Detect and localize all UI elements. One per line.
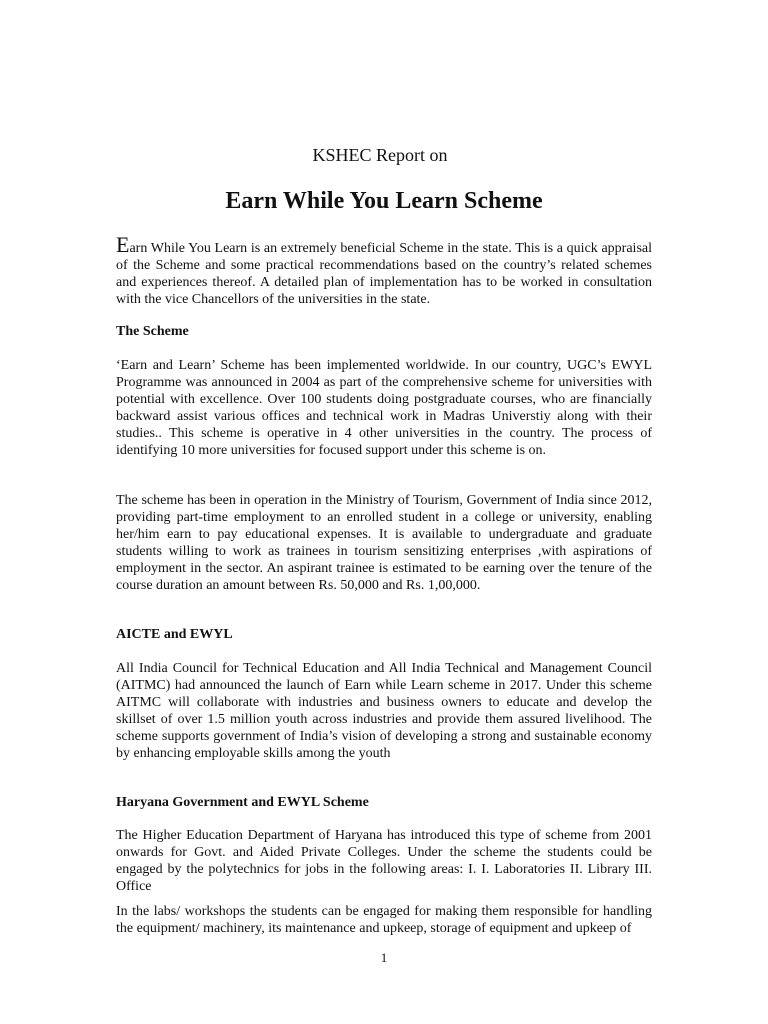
drop-cap: E [116,232,130,257]
haryana-paragraph-1: The Higher Education Department of Haryana has introduced this type of scheme from 2001 onwards for Govt. and Aided Private Colleges. Under the scheme the students could be engaged by the polytechnics for jobs in the following areas: I. I. Laboratories II. Library III. Office [116,828,652,894]
report-title: Earn While You Learn Scheme [225,188,543,214]
page-number: 1 [380,950,388,965]
intro-paragraph [116,232,652,308]
scheme-paragraph-2: The scheme has been in operation in the Ministry of Tourism, Government of India since 2012, providing part-time employment to an enrolled student in a college or university, enabling her/him earn to pay educational expenses. It is available to undergraduate and graduate students willing to work as trainees in tourism sensitizing enterprises ,with aspirations of employment in the sector. An aspirant trainee is estimated to be earning over the tenure of the course duration an amount between Rs. 50,000 and Rs. 1,00,000. [116,493,652,593]
haryana-paragraph-2: In the labs/ workshops the students can be engaged for making them responsible for handling the equipment/ machinery, its maintenance and upkeep, storage of equipment and upkeep of [116,904,652,936]
section-heading-scheme: The Scheme [116,324,189,339]
section-heading-aicte: AICTE and EWYL [116,627,233,642]
report-subtitle: KSHEC Report on [312,145,448,165]
section-heading-haryana: Haryana Government and EWYL Scheme [116,795,369,810]
scheme-paragraph-1: ‘Earn and Learn’ Scheme has been implemented worldwide. In our country, UGC’s EWYL Programme was announced in 2004 as part of the comprehensive scheme for universities with potential with excellence. Over 100 students doing postgraduate courses, who are financially backward assist various offices and technical work in Madras Universtiy along with their studies.. This scheme is operative in 4 other universities in the country. The process of identifying 10 more universities for focused support under this scheme is on. [116,358,652,458]
aicte-paragraph: All India Council for Technical Education and All India Technical and Management Council (AITMC) had announced the launch of Earn while Learn scheme in 2017. Under this scheme AITMC will collaborate with industries and business owners to educate and develop the skillset of over 1.5 million youth across industries and provide them assured livelihood. The scheme supports government of India’s vision of developing a strong and sustainable economy by enhancing employable skills among the youth [116,661,652,761]
intro-text: arn While You Learn is an extremely beneficial Scheme in the state. This is a quick appraisal of the Scheme and some practical recommendations based on the country’s related schemes and experiences thereof. A detailed plan of implementation has to be worked in consultation with the vice Chancellors of the universities in the state. [116,241,652,307]
